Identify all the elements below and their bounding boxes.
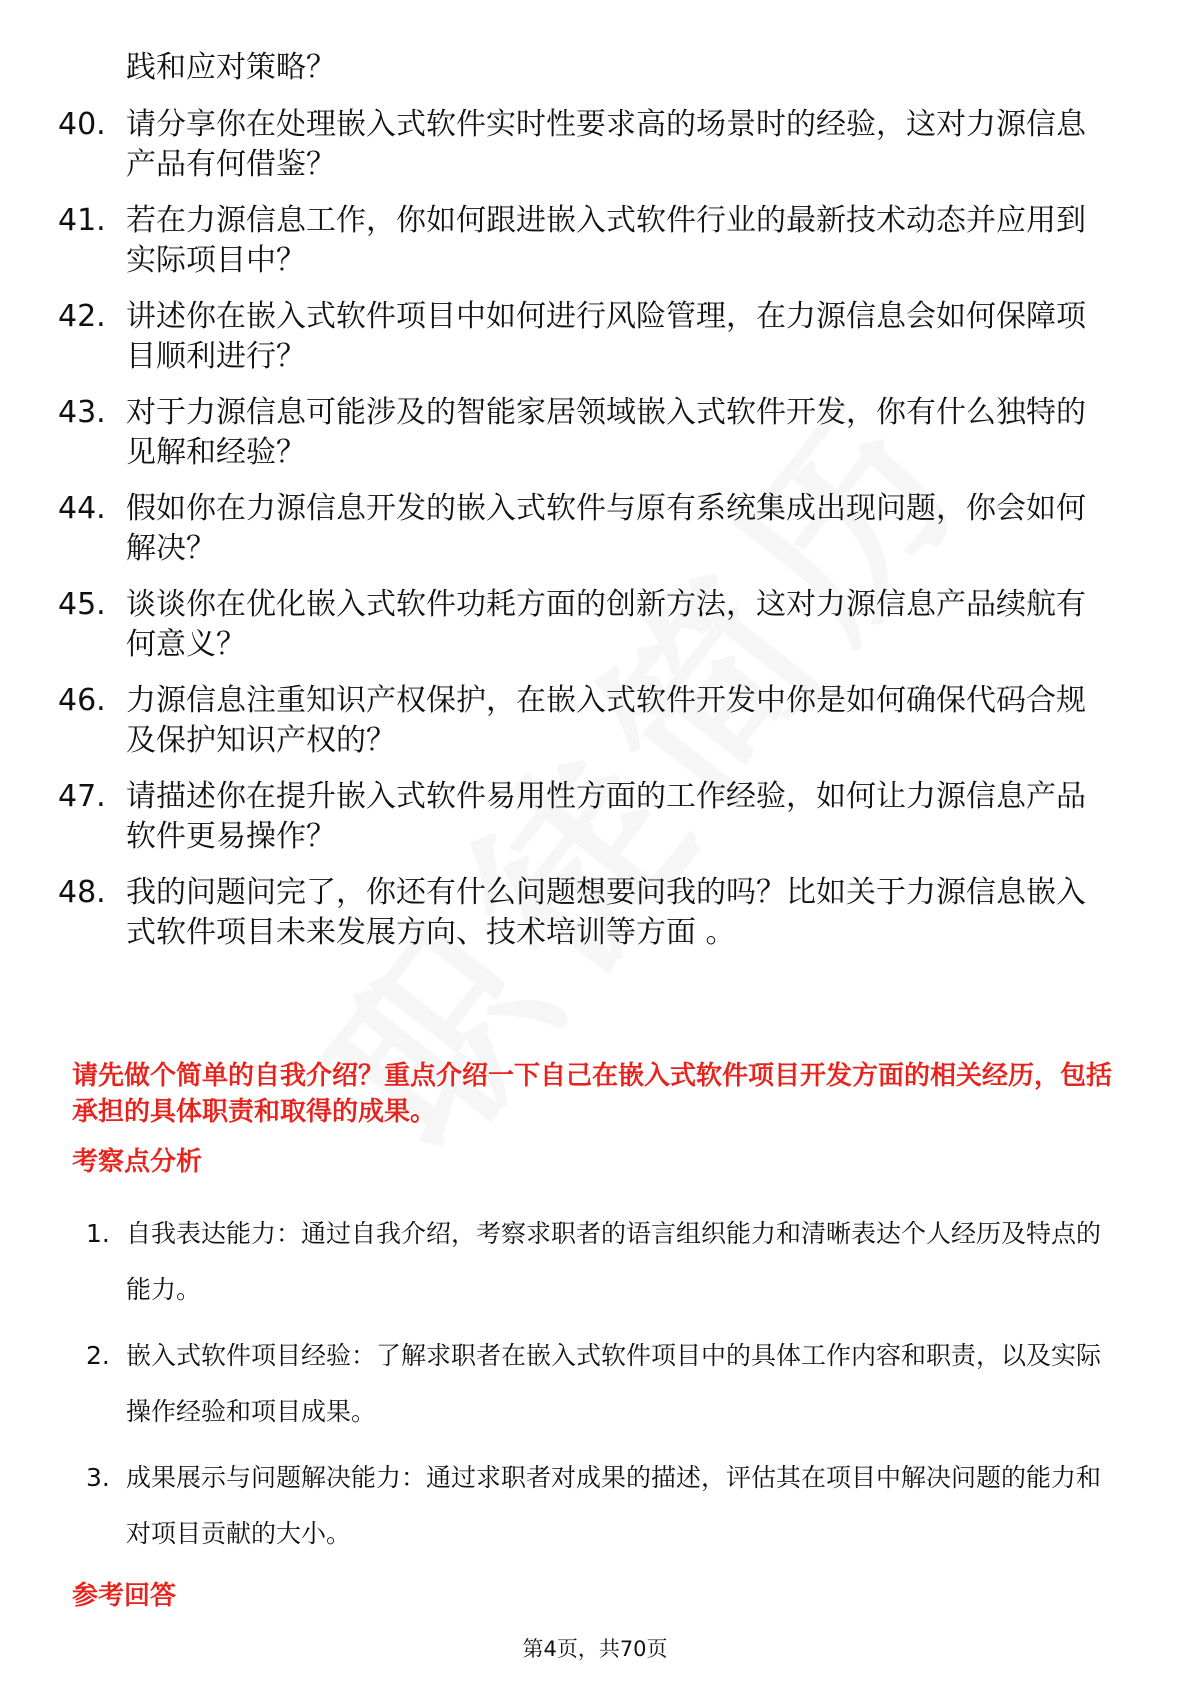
question-number: 44. [58, 491, 106, 526]
question-number: 48. [58, 875, 106, 910]
question-text: 讲述你在嵌入式软件项目中如何进行风险管理，在力源信息会如何保障项目顺利进行？ [126, 299, 1086, 374]
question-number: 46. [58, 683, 106, 718]
question-number: 41. [58, 203, 106, 238]
question-number: 45. [58, 587, 106, 622]
question-text: 请分享你在处理嵌入式软件实时性要求高的场景时的经验，这对力源信息产品有何借鉴？ [126, 107, 1086, 182]
highlight-question: 请先做个简单的自我介绍？重点介绍一下自己在嵌入式软件项目开发方面的相关经历，包括承担的具体职责和取得的成果。 [72, 1061, 1113, 1127]
question-text: 谈谈你在优化嵌入式软件功耗方面的创新方法，这对力源信息产品续航有何意义？ [126, 587, 1086, 662]
question-text: 力源信息注重知识产权保护，在嵌入式软件开发中你是如何确保代码合规及保护知识产权的？ [126, 683, 1086, 758]
question-text: 我的问题问完了，你还有什么问题想要问我的吗？比如关于力源信息嵌入式软件项目未来发展方向、技术培训等方面 。 [126, 875, 1086, 950]
reference-heading: 参考回答 [72, 1581, 177, 1611]
question-text: 请描述你在提升嵌入式软件易用性方面的工作经验，如何让力源信息产品软件更易操作？ [126, 779, 1086, 854]
analysis-text: 自我表达能力：通过自我介绍，考察求职者的语言组织能力和清晰表达个人经历及特点的能力。 [126, 1219, 1102, 1304]
analysis-number: 2. [86, 1341, 110, 1370]
question-text: 践和应对策略？ [126, 50, 336, 85]
analysis-heading: 考察点分析 [72, 1147, 203, 1177]
question-number: 42. [58, 299, 106, 334]
question-number: 47. [58, 779, 106, 814]
question-text: 对于力源信息可能涉及的智能家居领域嵌入式软件开发，你有什么独特的见解和经验？ [126, 395, 1086, 470]
question-text: 假如你在力源信息开发的嵌入式软件与原有系统集成出现问题，你会如何解决？ [126, 491, 1086, 566]
page-footer: 第4页，共70页 [522, 1637, 668, 1661]
question-text: 若在力源信息工作，你如何跟进嵌入式软件行业的最新技术动态并应用到实际项目中？ [126, 203, 1086, 278]
question-number: 43. [58, 395, 106, 430]
analysis-text: 嵌入式软件项目经验：了解求职者在嵌入式软件项目中的具体工作内容和职责，以及实际操作经验和项目成果。 [126, 1341, 1102, 1426]
analysis-number: 3. [86, 1463, 110, 1492]
analysis-text: 成果展示与问题解决能力：通过求职者对成果的描述，评估其在项目中解决问题的能力和对项目贡献的大小。 [126, 1463, 1102, 1548]
analysis-number: 1. [86, 1219, 110, 1248]
question-number: 40. [58, 107, 106, 142]
